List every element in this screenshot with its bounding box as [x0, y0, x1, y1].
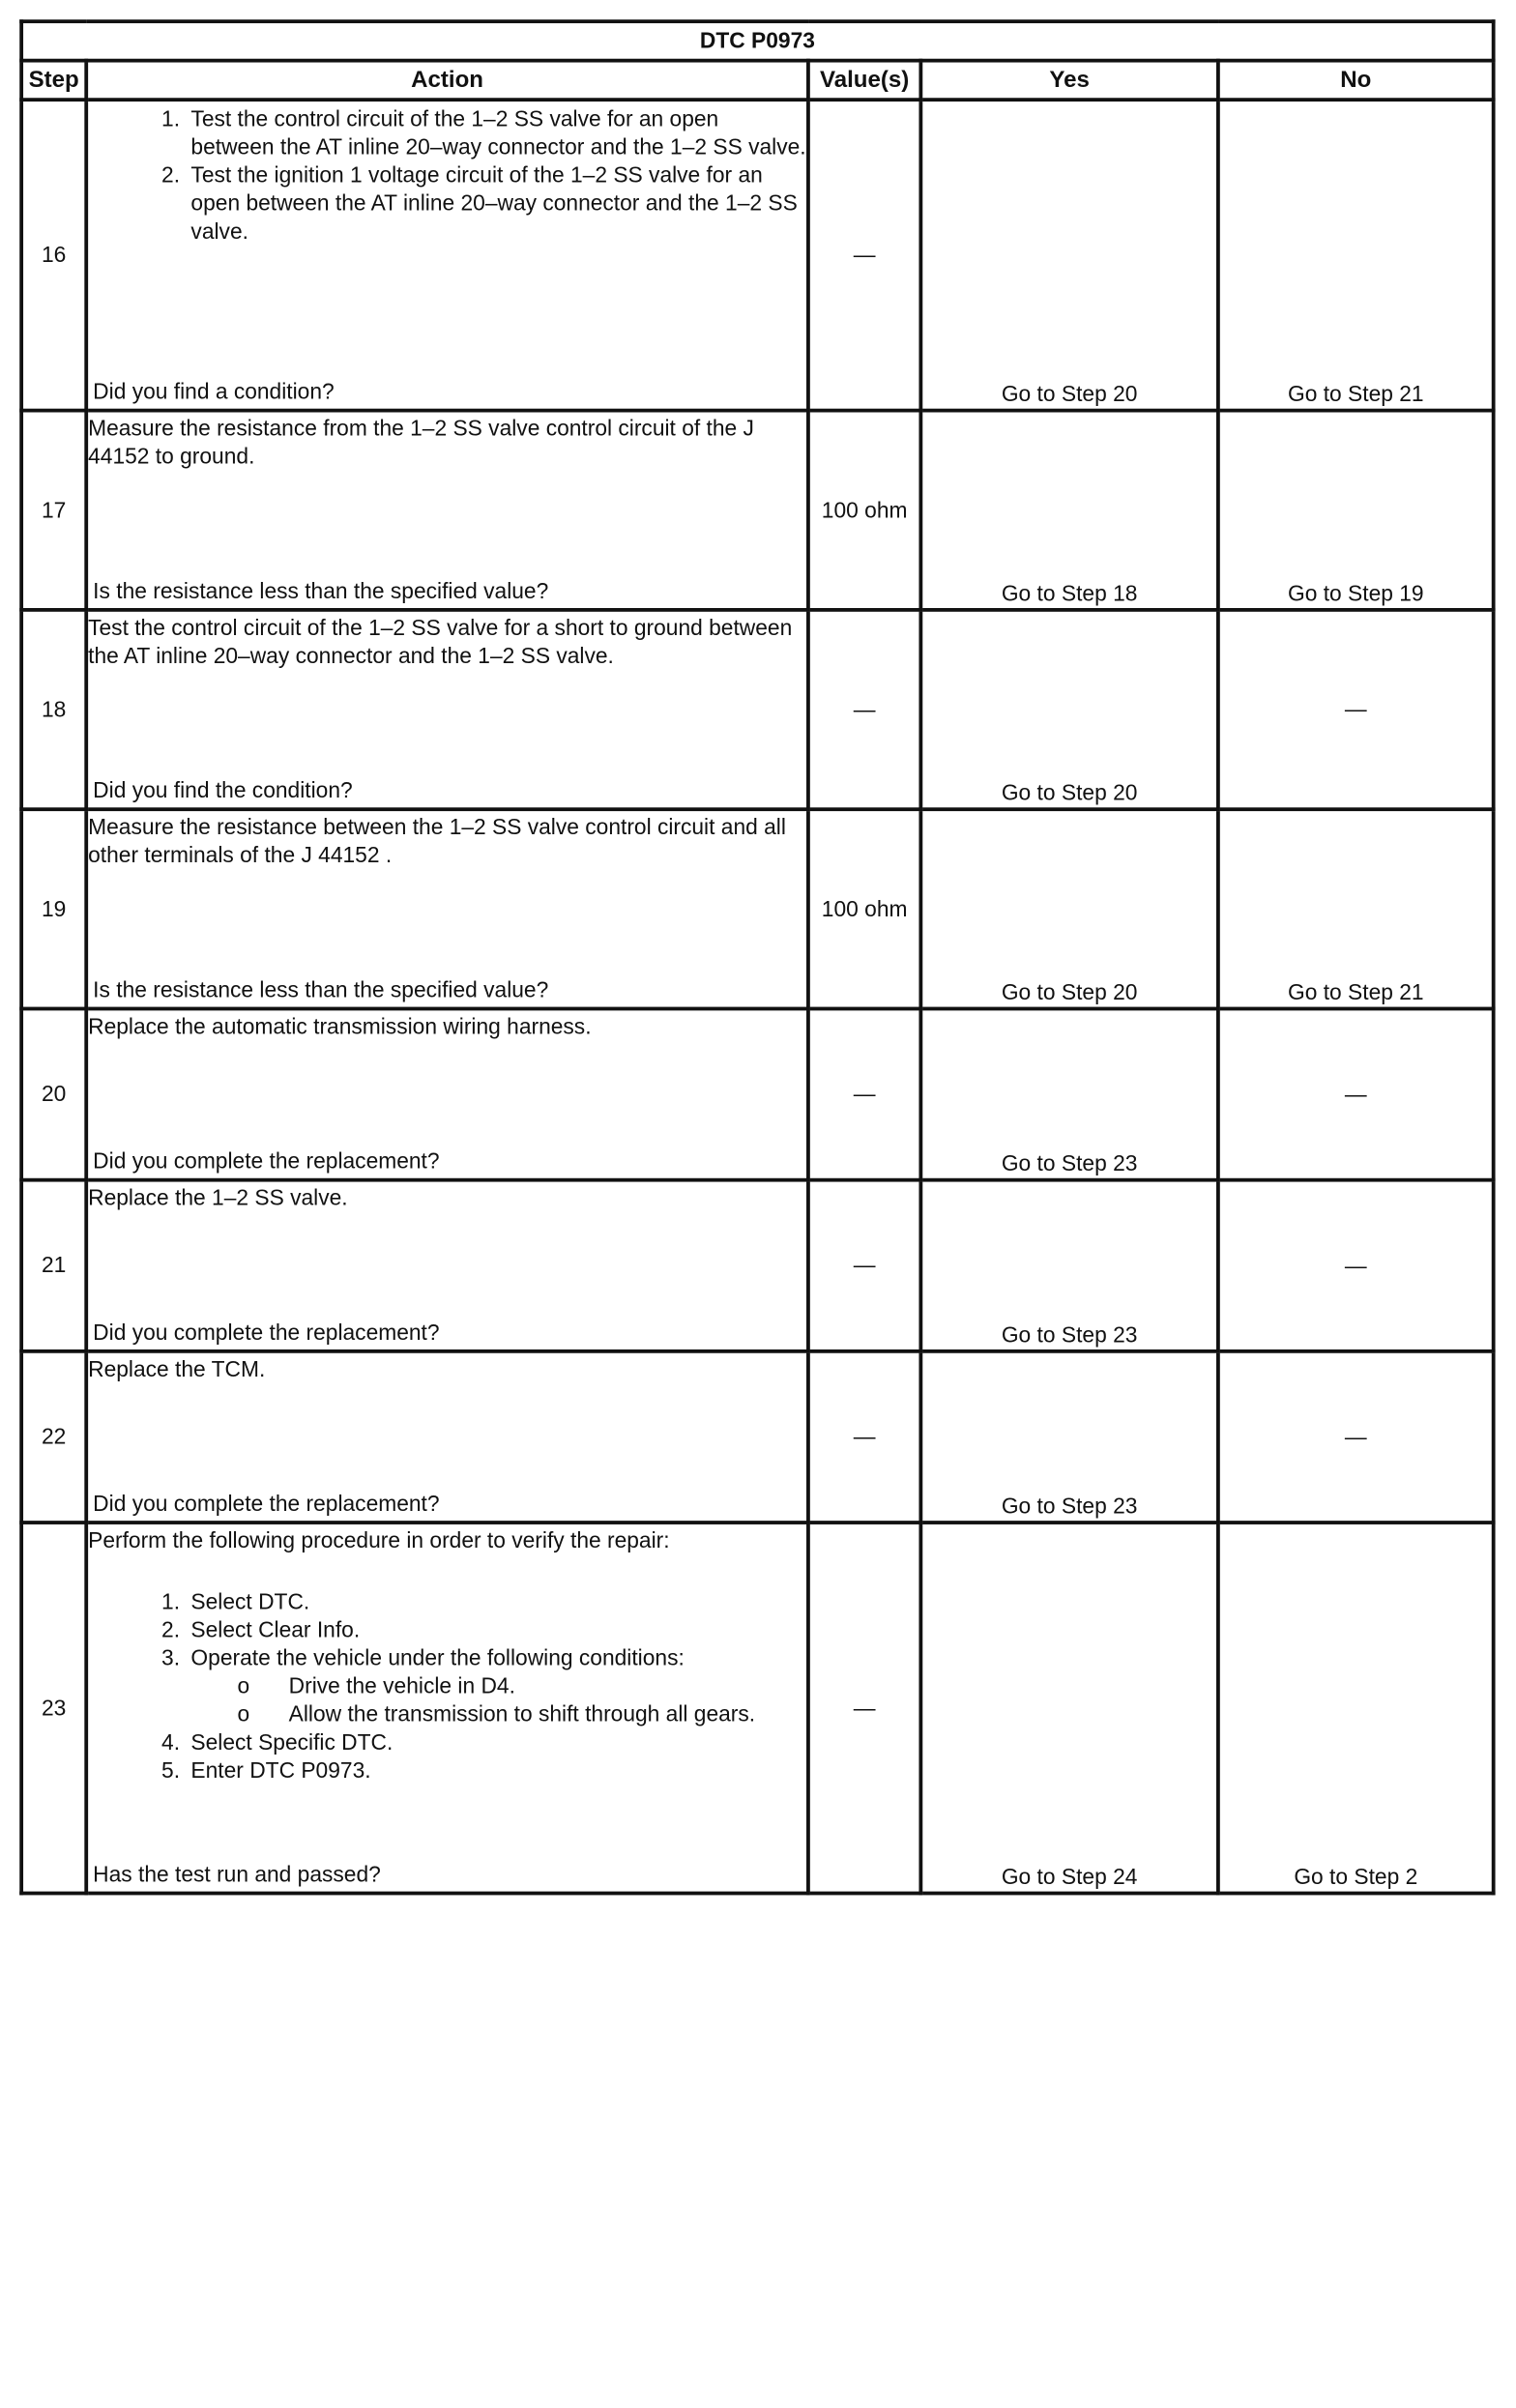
yes-cell: Go to Step 20 — [920, 610, 1218, 809]
table-row — [21, 809, 1494, 1008]
action-list-item: 5. Enter DTC P0973. — [186, 1756, 806, 1784]
action-list-item-text: Operate the vehicle under the following conditions: — [190, 1645, 685, 1670]
yes-cell: Go to Step 23 — [920, 1180, 1218, 1351]
action-text: Replace the 1–2 SS valve. — [88, 1185, 348, 1210]
table-row — [21, 610, 1494, 809]
step-number: 17 — [21, 411, 86, 610]
action-cell — [86, 1008, 808, 1179]
action-list — [88, 105, 806, 247]
no-dash: — — [1344, 1081, 1367, 1107]
step-number: 16 — [21, 100, 86, 410]
action-question: Is the resistance less than the specified value? — [93, 977, 549, 1002]
action-cell — [86, 1180, 808, 1351]
action-cell — [86, 100, 808, 410]
action-text: Replace the TCM. — [88, 1356, 266, 1381]
yes-cell: Go to Step 18 — [920, 411, 1218, 610]
action-text: Test the control circuit of the 1–2 SS valve for a short to ground between the AT inline 20–way connector and the 1–2 SS valve. — [88, 615, 793, 669]
step-number: 23 — [21, 1523, 86, 1893]
action-text: Measure the resistance from the 1–2 SS valve control circuit of the J 44152 to ground. — [88, 416, 754, 469]
value-cell: — — [808, 1008, 920, 1179]
action-text: Measure the resistance between the 1–2 SS valve control circuit and all other terminals of the J 44152 . — [88, 814, 786, 868]
action-list-item — [186, 1644, 806, 1728]
action-question: Is the resistance less than the specified value? — [93, 578, 549, 603]
no-cell: Go to Step 21 — [1218, 100, 1494, 410]
action-list-item: 2. Select Clear Info. — [186, 1616, 806, 1644]
yes-cell: Go to Step 23 — [920, 1351, 1218, 1523]
header-yes: Yes — [920, 61, 1218, 100]
no-cell: Go to Step 2 — [1218, 1523, 1494, 1893]
value-cell: 100 ohm — [808, 809, 920, 1008]
value-cell: — — [808, 1523, 920, 1893]
table-header-row — [21, 61, 1494, 100]
table-row — [21, 1180, 1494, 1351]
action-list-item: 1. Test the control circuit of the 1–2 SS valve for an open between the AT inline 20–way connector and the 1–2 SS valve. — [186, 105, 806, 161]
action-question: Did you complete the replacement? — [93, 1320, 440, 1345]
no-cell — [1218, 1180, 1494, 1351]
sub-list-item: o Allow the transmission to shift through all gears. — [238, 1700, 807, 1728]
action-cell — [86, 610, 808, 809]
yes-cell: Go to Step 20 — [920, 100, 1218, 410]
action-cell — [86, 1351, 808, 1523]
header-step: Step — [21, 61, 86, 100]
yes-cell: Go to Step 23 — [920, 1008, 1218, 1179]
header-values: Value(s) — [808, 61, 920, 100]
table-row — [21, 411, 1494, 610]
value-cell: — — [808, 610, 920, 809]
step-number: 19 — [21, 809, 86, 1008]
sub-list — [190, 1672, 806, 1728]
action-cell — [86, 809, 808, 1008]
action-list — [88, 1588, 806, 1785]
dtc-table — [19, 19, 1495, 1895]
no-dash: — — [1344, 1252, 1367, 1278]
value-cell: 100 ohm — [808, 411, 920, 610]
table-row — [21, 1008, 1494, 1179]
no-cell — [1218, 610, 1494, 809]
yes-cell: Go to Step 24 — [920, 1523, 1218, 1893]
header-action: Action — [86, 61, 808, 100]
no-cell: Go to Step 21 — [1218, 809, 1494, 1008]
yes-cell: Go to Step 20 — [920, 809, 1218, 1008]
action-text: Replace the automatic transmission wiring harness. — [88, 1014, 592, 1039]
value-cell: — — [808, 100, 920, 410]
no-dash: — — [1344, 696, 1367, 722]
no-cell — [1218, 1351, 1494, 1523]
step-number: 20 — [21, 1008, 86, 1179]
action-question: Has the test run and passed? — [93, 1862, 381, 1887]
action-question: Did you complete the replacement? — [93, 1491, 440, 1517]
step-number: 18 — [21, 610, 86, 809]
value-cell: — — [808, 1351, 920, 1523]
no-dash: — — [1344, 1424, 1367, 1449]
no-cell: Go to Step 19 — [1218, 411, 1494, 610]
step-number: 22 — [21, 1351, 86, 1523]
table-title-row — [21, 21, 1494, 60]
value-cell: — — [808, 1180, 920, 1351]
action-cell — [86, 1523, 808, 1893]
table-row — [21, 1523, 1494, 1893]
action-list-item: 1. Select DTC. — [186, 1588, 806, 1616]
action-question: Did you complete the replacement? — [93, 1148, 440, 1174]
action-cell — [86, 411, 808, 610]
action-question: Did you find a condition? — [93, 379, 335, 404]
action-list-item: 2. Test the ignition 1 voltage circuit of the 1–2 SS valve for an open between the AT inline 20–way connector and the 1–2 SS valve. — [186, 161, 806, 246]
sub-list-item: o Drive the vehicle in D4. — [238, 1672, 807, 1700]
action-question: Did you find the condition? — [93, 777, 353, 803]
header-no: No — [1218, 61, 1494, 100]
table-row — [21, 100, 1494, 410]
table-title: DTC P0973 — [21, 21, 1494, 60]
table-row — [21, 1351, 1494, 1523]
no-cell — [1218, 1008, 1494, 1179]
step-number: 21 — [21, 1180, 86, 1351]
action-list-item: 4. Select Specific DTC. — [186, 1728, 806, 1756]
action-text: Perform the following procedure in order to verify the repair: — [88, 1527, 670, 1553]
